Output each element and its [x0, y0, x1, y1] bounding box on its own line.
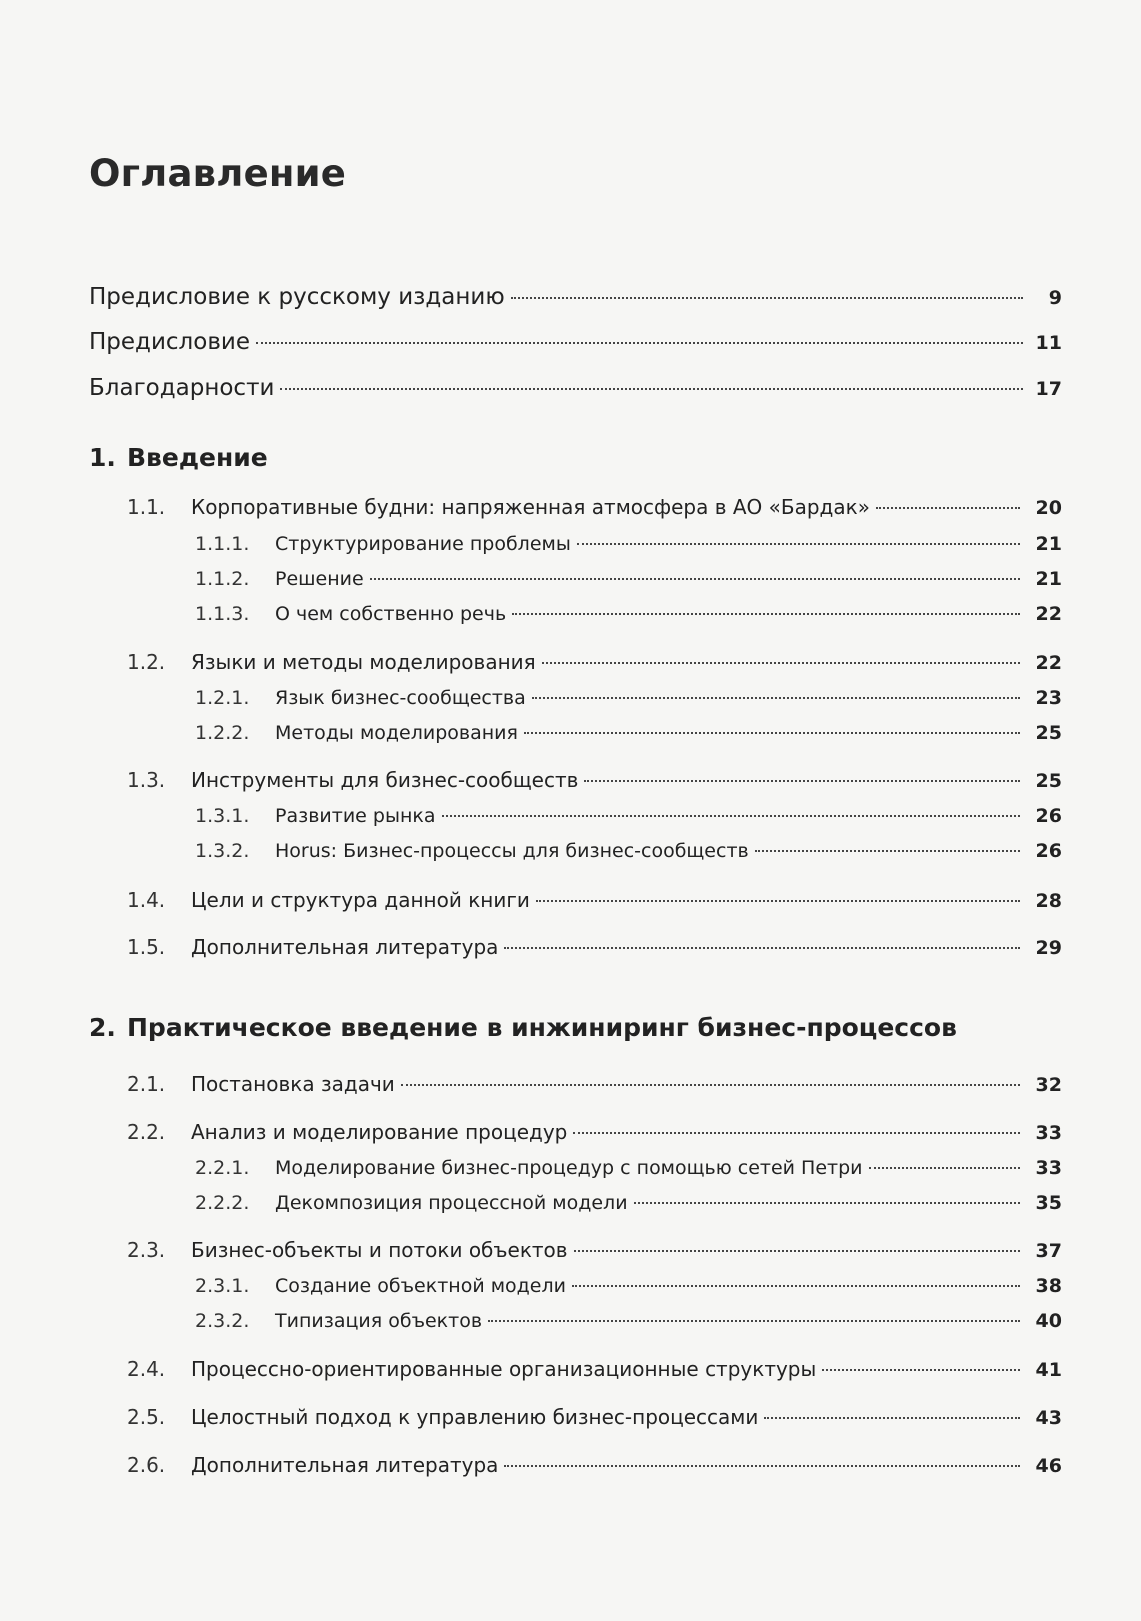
toc-entry-number: 1.2.1.	[195, 687, 250, 709]
toc-entry-number: 1.2.	[127, 650, 166, 674]
toc-entry-number: 1.1.3.	[195, 603, 250, 625]
dot-leader	[869, 1167, 1020, 1169]
toc-page-number: 22	[1035, 603, 1062, 625]
toc-entry	[0, 1072, 1141, 1096]
toc-subentry	[0, 533, 1141, 555]
dot-leader	[370, 578, 1020, 580]
toc-entry-label: Языки и методы моделирования	[191, 650, 536, 674]
toc-page-number: 26	[1035, 840, 1062, 862]
toc-entry-label: Корпоративные будни: напряженная атмосфера в АО «Бардак»	[191, 495, 870, 519]
toc-entry-number: 2.3.1.	[195, 1275, 250, 1297]
toc-page-number: 41	[1035, 1359, 1062, 1381]
toc-entry-label: Типизация объектов	[275, 1310, 483, 1332]
toc-page-number: 11	[1035, 332, 1062, 354]
toc-entry-label: Horus: Бизнес-процессы для бизнес-сообществ	[275, 840, 749, 862]
toc-entry-label: Инструменты для бизнес-сообществ	[191, 768, 579, 792]
dot-leader	[822, 1369, 1020, 1371]
toc-page-number: 28	[1035, 890, 1062, 912]
dot-leader	[511, 297, 1023, 299]
toc-entry	[0, 1238, 1141, 1262]
toc-page-number: 35	[1035, 1192, 1062, 1214]
toc-entry-label: Дополнительная литература	[191, 1453, 499, 1477]
dot-leader	[577, 543, 1020, 545]
toc-entry-front	[0, 375, 1141, 401]
toc-subentry	[0, 603, 1141, 625]
toc-page-number: 46	[1035, 1455, 1062, 1477]
toc-subentry	[0, 1275, 1141, 1297]
toc-entry-number: 1.2.2.	[195, 722, 250, 744]
dot-leader	[256, 342, 1023, 344]
chapter-number: 2.	[89, 1013, 116, 1042]
toc-page-number: 25	[1035, 770, 1062, 792]
toc-page-number: 32	[1035, 1074, 1062, 1096]
dot-leader	[572, 1285, 1020, 1287]
dot-leader	[755, 850, 1020, 852]
toc-entry-label: Моделирование бизнес-процедур с помощью сетей Петри	[275, 1157, 863, 1179]
toc-page-number: 17	[1035, 378, 1062, 400]
toc-subentry	[0, 722, 1141, 744]
toc-page-number: 33	[1035, 1157, 1062, 1179]
toc-page-number: 20	[1035, 497, 1062, 519]
toc-entry-label: Предисловие	[89, 329, 250, 355]
dot-leader	[532, 697, 1020, 699]
toc-page-number: 9	[1048, 287, 1062, 309]
toc-entry-number: 2.2.	[127, 1120, 166, 1144]
toc-entry-label: Постановка задачи	[191, 1072, 395, 1096]
chapter-number: 1.	[89, 443, 116, 472]
toc-entry	[0, 1405, 1141, 1429]
toc-page-number: 22	[1035, 652, 1062, 674]
toc-entry-label: Создание объектной модели	[275, 1275, 566, 1297]
chapter-heading	[0, 443, 1141, 472]
toc-page-number: 40	[1035, 1310, 1062, 1332]
toc-entry-number: 2.3.2.	[195, 1310, 250, 1332]
dot-leader	[764, 1417, 1020, 1419]
toc-entry-number: 1.1.2.	[195, 568, 250, 590]
toc-entry-label: Декомпозиция процессной модели	[275, 1192, 628, 1214]
toc-entry-number: 1.1.1.	[195, 533, 250, 555]
toc-page-number: 21	[1035, 568, 1062, 590]
dot-leader	[280, 388, 1023, 390]
toc-subentry	[0, 840, 1141, 862]
toc-page-number: 23	[1035, 687, 1062, 709]
toc-page-number: 29	[1035, 937, 1062, 959]
toc-entry-label: Методы моделирования	[275, 722, 518, 744]
toc-entry-label: Благодарности	[89, 375, 275, 401]
dot-leader	[512, 613, 1020, 615]
toc-page-number: 37	[1035, 1240, 1062, 1262]
chapter-heading	[0, 1013, 1141, 1042]
dot-leader	[504, 947, 1020, 949]
toc-entry-number: 1.3.1.	[195, 805, 250, 827]
toc-entry-label: Дополнительная литература	[191, 935, 499, 959]
toc-entry-number: 1.3.2.	[195, 840, 250, 862]
toc-entry-label: Развитие рынка	[275, 805, 436, 827]
dot-leader	[584, 780, 1020, 782]
toc-page-number: 43	[1035, 1407, 1062, 1429]
toc-entry-label: Язык бизнес-сообщества	[275, 687, 526, 709]
toc-entry	[0, 768, 1141, 792]
toc-entry-number: 2.3.	[127, 1238, 166, 1262]
dot-leader	[524, 732, 1020, 734]
toc-entry-number: 1.1.	[127, 495, 166, 519]
toc-entry-label: О чем собственно речь	[275, 603, 507, 625]
toc-page-number: 26	[1035, 805, 1062, 827]
toc-entry-number: 1.4.	[127, 888, 166, 912]
dot-leader	[542, 662, 1020, 664]
toc-entry-label: Цели и структура данной книги	[191, 888, 530, 912]
toc-entry	[0, 650, 1141, 674]
toc-page-number: 38	[1035, 1275, 1062, 1297]
toc-page-number: 33	[1035, 1122, 1062, 1144]
toc-entry-number: 2.1.	[127, 1072, 166, 1096]
toc-entry-number: 2.2.1.	[195, 1157, 250, 1179]
dot-leader	[536, 900, 1020, 902]
toc-entry	[0, 888, 1141, 912]
toc-subentry	[0, 1192, 1141, 1214]
dot-leader	[634, 1202, 1020, 1204]
toc-entry-label: Структурирование проблемы	[275, 533, 571, 555]
toc-entry	[0, 1120, 1141, 1144]
toc-subentry	[0, 568, 1141, 590]
toc-page-number: 25	[1035, 722, 1062, 744]
toc-entry-number: 2.2.2.	[195, 1192, 250, 1214]
dot-leader	[442, 815, 1021, 817]
toc-entry-label: Бизнес-объекты и потоки объектов	[191, 1238, 568, 1262]
dot-leader	[876, 507, 1020, 509]
dot-leader	[574, 1250, 1020, 1252]
toc-subentry	[0, 687, 1141, 709]
toc-entry-front	[0, 284, 1141, 310]
dot-leader	[488, 1320, 1020, 1322]
toc-subentry	[0, 1157, 1141, 1179]
toc-entry-front	[0, 329, 1141, 355]
chapter-title: Практическое введение в инжиниринг бизнес-процессов	[127, 1013, 957, 1042]
dot-leader	[401, 1084, 1020, 1086]
chapter-title: Введение	[127, 443, 268, 472]
toc-entry	[0, 935, 1141, 959]
toc-entry-label: Целостный подход к управлению бизнес-процессами	[191, 1405, 759, 1429]
toc-subentry	[0, 1310, 1141, 1332]
toc-entry	[0, 495, 1141, 519]
toc-page-number: 21	[1035, 533, 1062, 555]
toc-entry-number: 2.5.	[127, 1405, 166, 1429]
toc-entry-number: 1.3.	[127, 768, 166, 792]
toc-entry	[0, 1357, 1141, 1381]
toc-entry-label: Предисловие к русскому изданию	[89, 284, 505, 310]
toc-subentry	[0, 805, 1141, 827]
dot-leader	[573, 1132, 1020, 1134]
toc-entry	[0, 1453, 1141, 1477]
page-title: Оглавление	[89, 152, 347, 195]
toc-entry-label: Процессно-ориентированные организационные структуры	[191, 1357, 817, 1381]
toc-entry-label: Решение	[275, 568, 364, 590]
toc-entry-number: 2.6.	[127, 1453, 166, 1477]
toc-entry-label: Анализ и моделирование процедур	[191, 1120, 568, 1144]
toc-entry-number: 2.4.	[127, 1357, 166, 1381]
dot-leader	[504, 1465, 1020, 1467]
toc-entry-number: 1.5.	[127, 935, 166, 959]
